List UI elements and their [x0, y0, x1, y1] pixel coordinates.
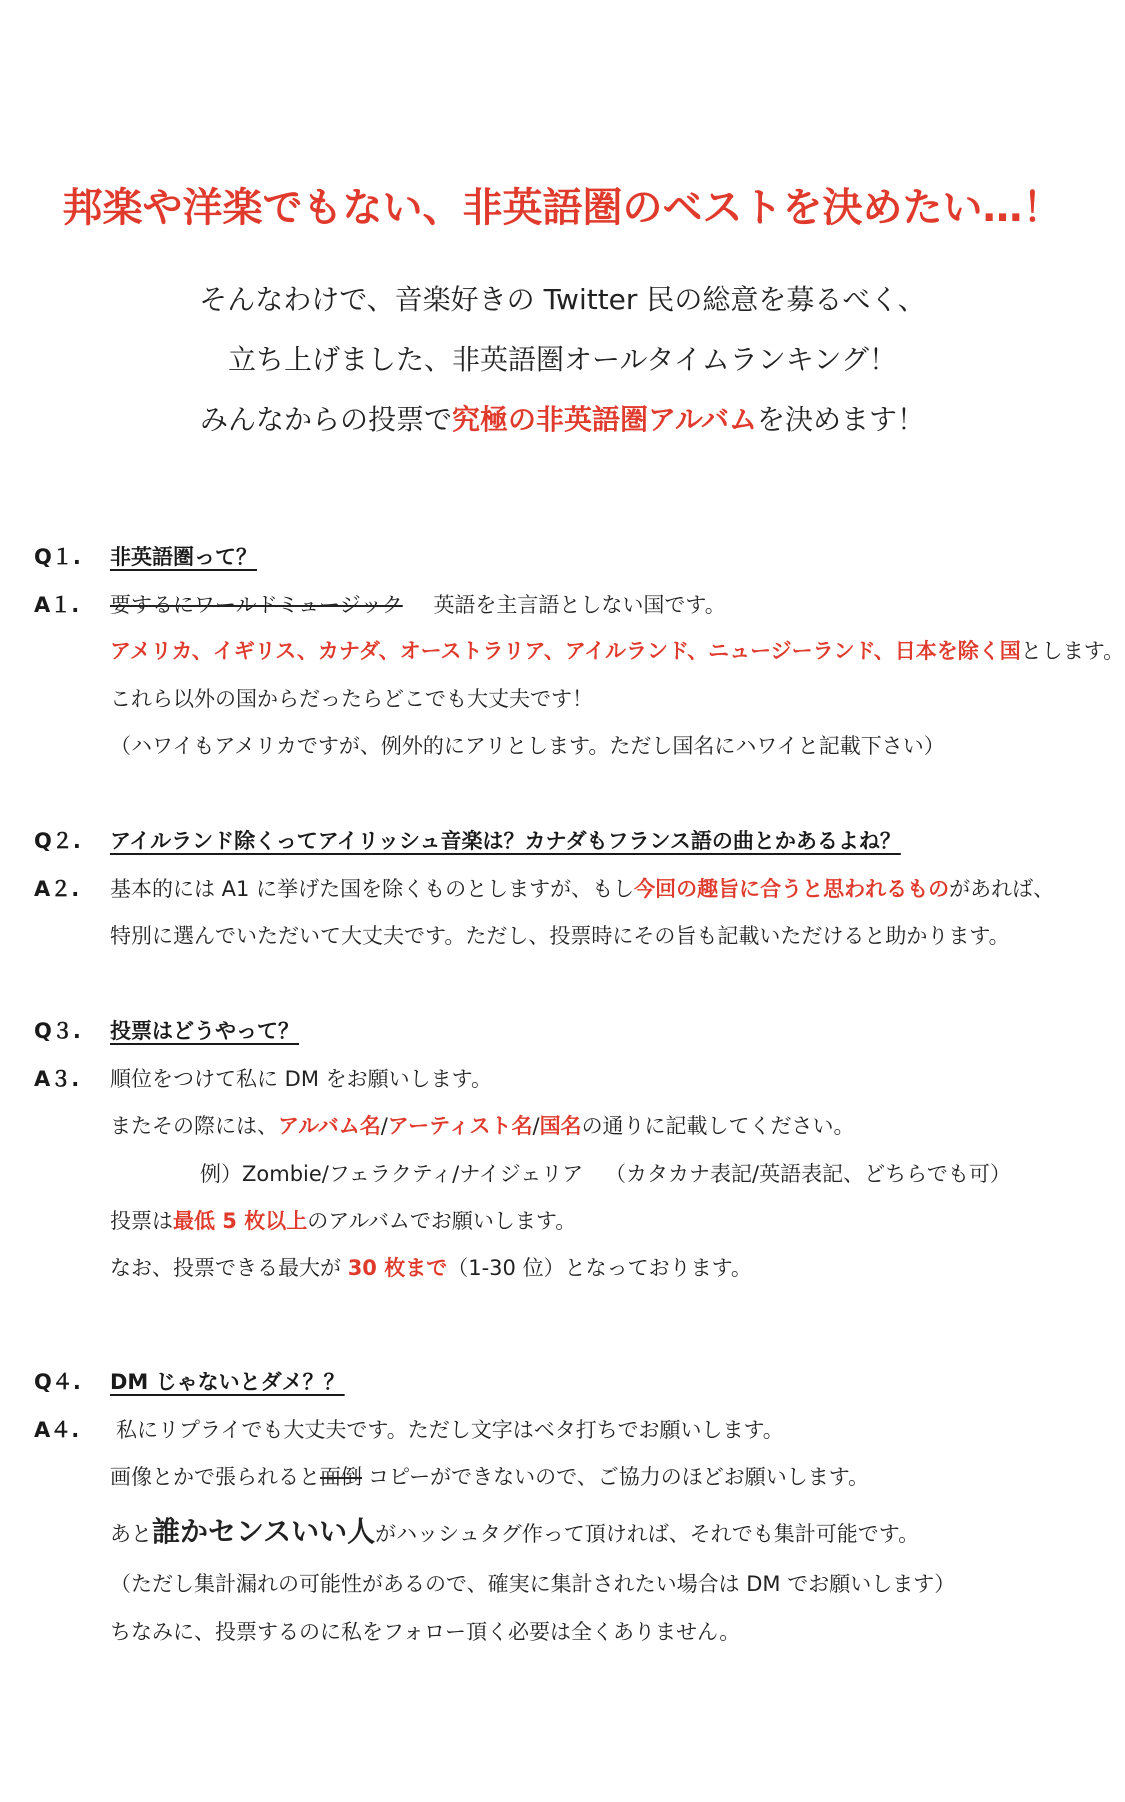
- intro-line-3-pre: みんなからの投票で: [200, 403, 453, 436]
- a4-line-2: [110, 1461, 869, 1491]
- q2-number: Q２.: [34, 829, 81, 853]
- a4-line-5: ちなみに、投票するのに私をフォロー頂く必要は全くありません。: [110, 1620, 741, 1644]
- q2-question: アイルランド除くってアイリッシュ音楽は？カナダもフランス語の曲とかあるよね？: [110, 829, 901, 853]
- a1-line-4: （ハワイもアメリカですが、例外的にアリとします。ただし国名にハワイと記載下さい）: [110, 734, 945, 758]
- a4-strike-text: 面倒: [320, 1465, 362, 1489]
- a1-line-1: [110, 589, 726, 619]
- a3-line-5-pre: なお、投票できる最大が: [110, 1256, 348, 1280]
- q1-number: Q１.: [34, 545, 81, 569]
- a2-number: A２.: [34, 877, 80, 901]
- a4-line-2-pre: 画像とかで張られると: [110, 1465, 320, 1489]
- a3-line-5-post: （1-30 位）となっております。: [447, 1256, 752, 1280]
- a3-number: A３.: [34, 1067, 80, 1091]
- intro-line-3: [0, 398, 1125, 438]
- a2-line-2: 特別に選んでいただいて大丈夫です。ただし、投票時にその旨も記載いただけると助かります。: [110, 924, 1010, 948]
- a1-line-2: [110, 635, 1124, 665]
- intro-line-2: 立ち上げました、非英語圏オールタイムランキング！: [228, 343, 897, 376]
- a3-line-2-post: の通りに記載してください。: [581, 1114, 855, 1138]
- page-title: 邦楽や洋楽でもない、非英語圏のベストを決めたい…！: [62, 185, 1063, 231]
- intro-line-1: そんなわけで、音楽好きの Twitter 民の総意を募るべく、: [199, 283, 926, 316]
- a1-strike-text: 要するにワールドミュージック: [110, 593, 403, 617]
- a4-line-3: [110, 1510, 919, 1550]
- a3-minimum: 最低 5 枚以上: [173, 1209, 308, 1233]
- a2-line-1-pre: 基本的には A1 に挙げた国を除くものとしますが、もし: [110, 877, 635, 901]
- a1-text: 英語を主言語としない国です。: [433, 593, 726, 617]
- a3-line-4: [110, 1205, 576, 1235]
- a1-line-2-post: とします。: [1020, 639, 1125, 663]
- a3-sep-1: /: [380, 1114, 388, 1138]
- a3-album-name: アルバム名: [278, 1114, 381, 1138]
- a3-line-5: [110, 1252, 752, 1282]
- a4-number: A４.: [34, 1418, 80, 1442]
- a3-line-2-pre: またその際には、: [110, 1114, 278, 1138]
- q3-question: 投票はどうやって？: [110, 1019, 299, 1043]
- intro-line-3-highlight: 究極の非英語圏アルバム: [452, 403, 757, 436]
- a1-excluded-countries: アメリカ、イギリス、カナダ、オーストラリア、アイルランド、ニュージーランド、日本を除く国: [110, 639, 1021, 663]
- a4-line-4: （ただし集計漏れの可能性があるので、確実に集計されたい場合は DM でお願いします）: [110, 1572, 956, 1596]
- a3-example: 例）Zombie/フェラクティ/ナイジェリア: [200, 1162, 584, 1186]
- a3-sep-2: /: [532, 1114, 540, 1138]
- a4-big-text: 誰かセンスいい人: [152, 1515, 376, 1548]
- a3-artist-name: アーティスト名: [387, 1114, 533, 1138]
- a3-line-1: 順位をつけて私に DM をお願いします。: [110, 1067, 492, 1091]
- a3-line-4-pre: 投票は: [110, 1209, 173, 1233]
- q3-number: Q３.: [34, 1019, 81, 1043]
- a1-line-3: これら以外の国からだったらどこでも大丈夫です！: [110, 687, 593, 711]
- a2-line-1: [110, 873, 1054, 903]
- a4-line-3-post: がハッシュタグ作って頂ければ、それでも集計可能です。: [375, 1522, 920, 1546]
- a3-line-2: [110, 1110, 855, 1140]
- a3-example-note: （カタカナ表記/英語表記、どちらでも可）: [605, 1162, 1011, 1186]
- a4-line-2-post: コピーができないので、ご協力のほどお願いします。: [368, 1465, 870, 1489]
- a3-line-4-post: のアルバムでお願いします。: [307, 1209, 577, 1233]
- a2-line-1-post: があれば、: [949, 877, 1055, 901]
- a4-line-1: 私にリプライでも大丈夫です。ただし文字はベタ打ちでお願いします。: [116, 1418, 784, 1442]
- q4-number: Q４.: [34, 1370, 81, 1394]
- a1-number: A１.: [34, 593, 80, 617]
- a4-line-3-pre: あと: [110, 1522, 152, 1546]
- a3-maximum: 30 枚まで: [347, 1256, 448, 1280]
- q4-question: DM じゃないとダメ？？: [110, 1370, 345, 1394]
- q1-question: 非英語圏って？: [110, 545, 257, 569]
- a2-highlight: 今回の趣旨に合うと思われるもの: [634, 877, 950, 901]
- a3-country-name: 国名: [539, 1114, 582, 1138]
- intro-line-3-post: を決めます！: [756, 403, 925, 436]
